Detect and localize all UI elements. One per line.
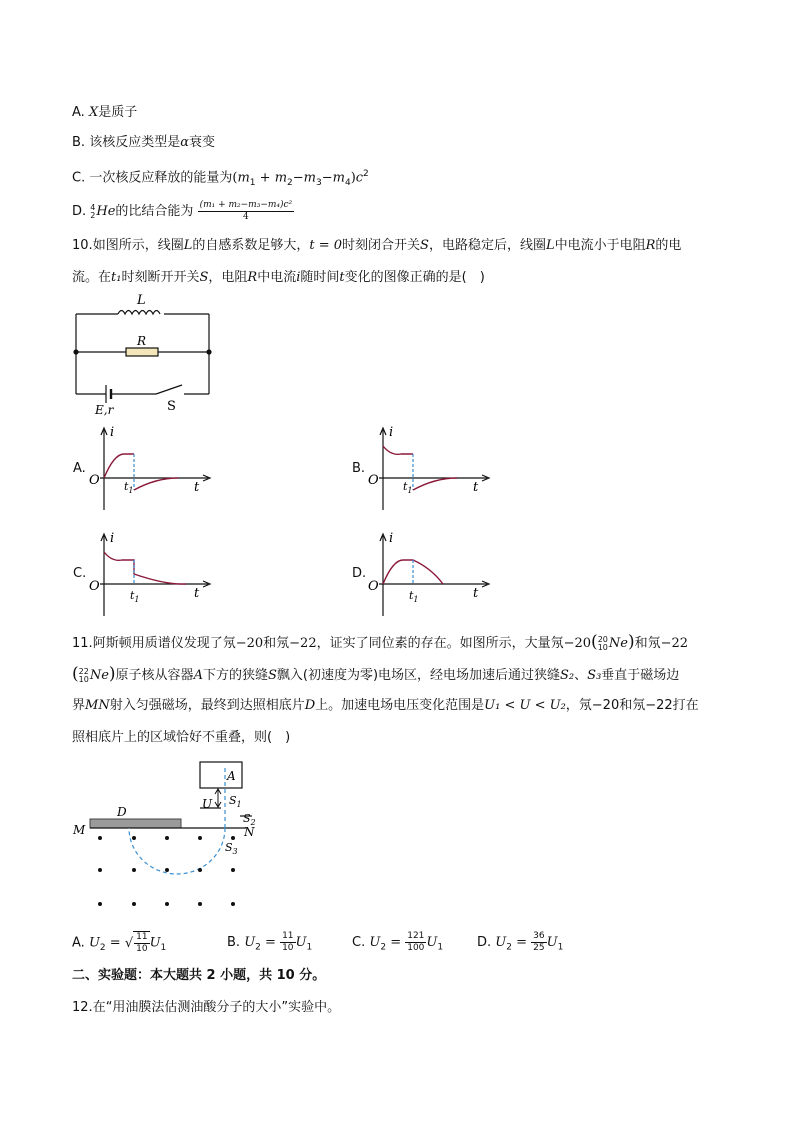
q10-option-a-label[interactable]: A. <box>73 461 86 476</box>
field-dot <box>231 836 235 840</box>
t1-label: $t_1$ <box>130 589 140 604</box>
q11-option-c[interactable]: C. $U_2$ = $\frac{121}{100}$ $U_1$ <box>352 931 444 953</box>
reverse-current-curve <box>413 478 457 490</box>
ion-trajectory <box>129 828 225 874</box>
q10-stem-line2: 流。在t₁时刻断开开关S，电阻R中电流i随时间t变化的图像正确的是( ) <box>72 270 485 285</box>
field-dot <box>98 868 102 872</box>
t-axis-label: t <box>473 480 479 495</box>
field-dot <box>98 836 102 840</box>
switch-blade <box>156 385 182 394</box>
field-dot <box>165 868 169 872</box>
origin-label: O <box>89 473 100 488</box>
m-label: M <box>73 823 86 837</box>
q11-stem-line4: 照相底片上的区域恰好不重叠，则( ) <box>72 730 291 745</box>
i-axis-label: i <box>110 425 115 440</box>
q11-option-b[interactable]: B. $U_2$ = $\frac{11}{10}$ $U_1$ <box>227 931 313 953</box>
q10-option-b-label[interactable]: B. <box>352 461 366 476</box>
field-dot <box>132 902 136 906</box>
current-curve <box>104 454 134 478</box>
q9-option-a: A. X是质子 <box>72 105 138 120</box>
inductor-coil <box>118 311 160 315</box>
circuit-diagram <box>68 292 218 416</box>
s2-label: $S_2$ <box>243 812 256 827</box>
mass-spectrometer-diagram <box>70 758 260 918</box>
q11-stem-line1: 11.阿斯顿用质谱仪发现了氖−20和氖−22，证实了同位素的存在。如图所示，大量氖−20( 20 10 Ne)和氖−22 <box>72 632 689 652</box>
i-axis-label: i <box>389 531 394 546</box>
reverse-current-curve <box>134 478 178 490</box>
container-a-label: A <box>227 769 236 783</box>
field-dot <box>198 868 202 872</box>
field-dot <box>132 836 136 840</box>
junction-left <box>73 349 78 354</box>
origin-label: O <box>368 473 379 488</box>
origin-label: O <box>89 579 100 594</box>
t1-label: $t_1$ <box>403 480 413 495</box>
t1-label: $t_1$ <box>124 480 134 495</box>
field-dot <box>231 868 235 872</box>
inductor-label: L <box>137 293 146 308</box>
t1-label: $t_1$ <box>409 589 419 604</box>
junction-right <box>206 349 211 354</box>
q10-option-c-label[interactable]: C. <box>73 566 87 581</box>
q10-graph-c[interactable] <box>86 530 216 620</box>
container-a <box>200 762 242 788</box>
t-axis-label: t <box>473 586 479 601</box>
field-dot <box>198 902 202 906</box>
he-nuclide: 4 2 <box>90 202 96 220</box>
field-dot <box>98 902 102 906</box>
q9-option-c: C. 一次核反应释放的能量为$(m_1 + m_2-m_3-m_4)c^2$ <box>72 169 369 188</box>
field-dot <box>165 836 169 840</box>
q9-option-b: B. 该核反应类型是α衰变 <box>72 135 216 150</box>
switch-label: S <box>167 399 176 414</box>
t-axis-label: t <box>194 480 200 495</box>
s1-label: $S_1$ <box>229 794 242 809</box>
field-dot <box>231 902 235 906</box>
origin-label: O <box>368 579 379 594</box>
q11-stem-line3: 界MN射入匀强磁场，最终到达照相底片D上。加速电场电压变化范围是U₁ < U < U₂，氖−20和氖−22打在 <box>72 698 699 713</box>
q10-graph-a[interactable] <box>86 424 216 514</box>
q9-option-d: D. 4 2 He的比结合能为 $\frac{\text{(m₁ + m₂−m₃−m₄)c²}}{4}$ <box>72 200 293 222</box>
resistor <box>126 348 158 356</box>
i-axis-label: i <box>389 425 394 440</box>
s3-label: $S_3$ <box>225 841 238 856</box>
q11-option-a[interactable]: A. $U_2$ = √ $\frac{11}{10}$ $U_1$ <box>72 932 167 954</box>
t-axis-label: t <box>194 586 200 601</box>
q11-stem-line2: ( 22 10 Ne)原子核从容器A下方的狭缝S飘入(初速度为零)电场区，经电场加速后通过狭缝S₂、S₃垂直于磁场边 <box>72 664 680 684</box>
plate-d-label: D <box>117 805 127 819</box>
section-2-heading: 二、实验题：本大题共 2 小题，共 10 分。 <box>72 968 326 983</box>
photographic-plate-d <box>90 819 181 828</box>
current-curve <box>104 552 186 584</box>
sqrt-sign: √ $\frac{11}{10}$ <box>124 932 148 954</box>
resistor-label: R <box>137 334 147 348</box>
battery-label: E,r <box>95 403 114 416</box>
voltage-label: U <box>202 797 213 811</box>
i-axis-label: i <box>110 531 115 546</box>
q11-option-d[interactable]: D. $U_2$ = $\frac{36}{25}$ $U_1$ <box>477 931 564 953</box>
current-curve <box>383 446 413 454</box>
q10-option-d-label[interactable]: D. <box>352 566 367 581</box>
field-dot <box>198 836 202 840</box>
n-label: N <box>244 825 255 839</box>
field-dot <box>165 902 169 906</box>
field-dot <box>132 868 136 872</box>
q10-graph-d[interactable] <box>365 530 495 620</box>
q10-stem-line1: 10.如图所示，线圈L的自感系数足够大，t = 0时刻闭合开关S，电路稳定后，线圈L中电流小于电阻R的电 <box>72 238 682 253</box>
q12-stem: 12.在“用油膜法估测油酸分子的大小”实验中。 <box>72 1000 341 1015</box>
q10-graph-b[interactable] <box>365 424 495 514</box>
binding-energy-fraction: $\frac{\text{(m₁ + m₂−m₃−m₄)c²}}{4}$ <box>199 200 293 222</box>
